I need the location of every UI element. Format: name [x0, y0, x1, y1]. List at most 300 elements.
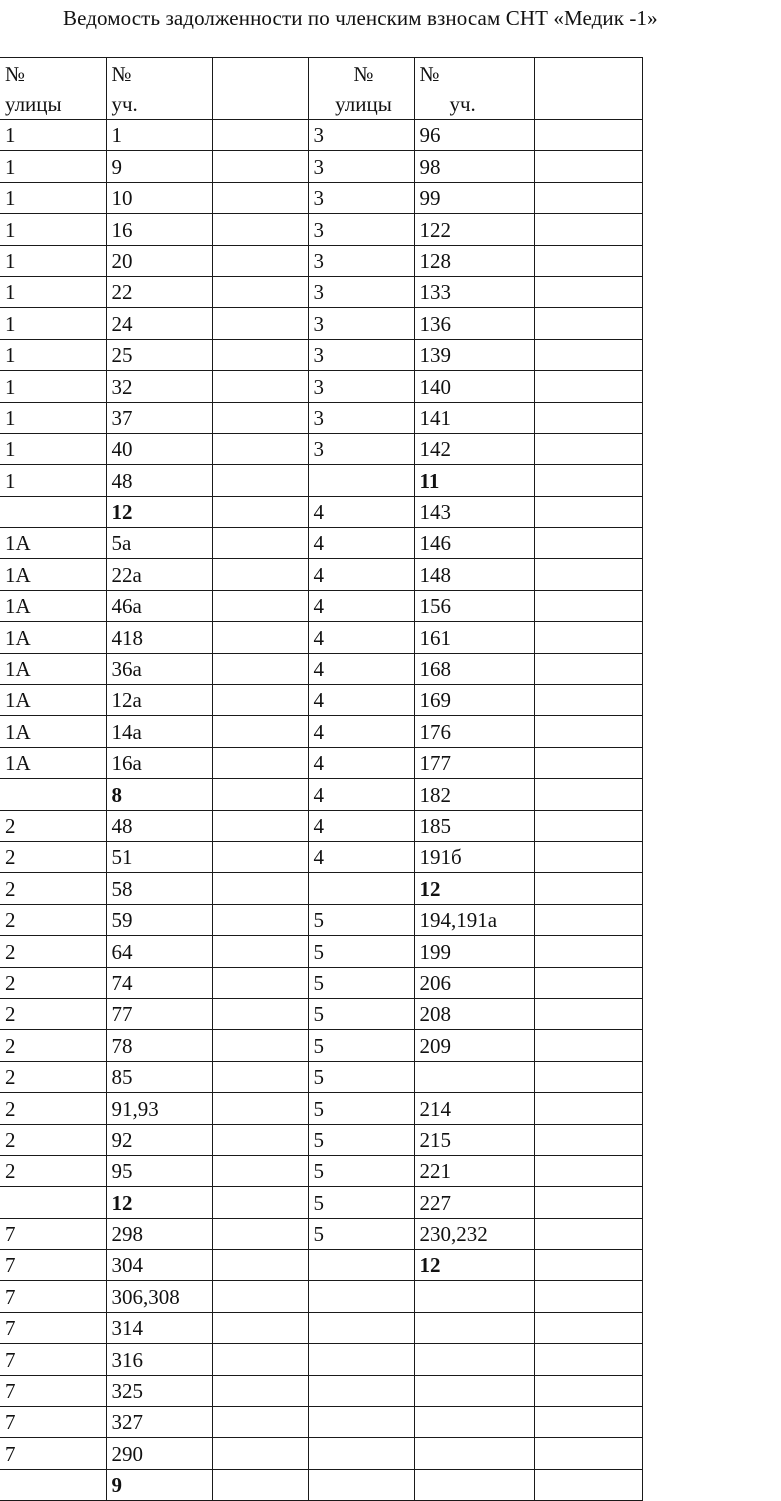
- street-cell: 1: [0, 433, 106, 464]
- empty-cell: [534, 496, 642, 527]
- plot-cell: 78: [106, 1030, 212, 1061]
- table-row: [0, 371, 642, 402]
- table-row: [0, 1281, 642, 1312]
- empty-cell: [212, 1407, 308, 1438]
- empty-cell: [534, 747, 642, 778]
- street-cell-right: 3: [308, 245, 414, 276]
- street-cell-right: 3: [308, 214, 414, 245]
- table-row: [0, 1375, 642, 1406]
- street-cell: 1: [0, 245, 106, 276]
- table-row: [0, 1407, 642, 1438]
- street-cell: 1: [0, 339, 106, 370]
- subtotal-cell: 12: [106, 496, 212, 527]
- subtotal-cell: 12: [414, 1250, 534, 1281]
- header-street-number-right: № улицы: [308, 58, 414, 120]
- empty-cell: [212, 276, 308, 307]
- street-cell-right: 3: [308, 182, 414, 213]
- empty-cell: [212, 528, 308, 559]
- plot-cell-right: 185: [414, 810, 534, 841]
- plot-cell: 46а: [106, 590, 212, 621]
- plot-cell: 77: [106, 998, 212, 1029]
- empty-cell: [212, 716, 308, 747]
- empty-cell: [212, 120, 308, 151]
- empty-cell: [212, 151, 308, 182]
- empty-cell: [534, 1061, 642, 1092]
- plot-cell: 306,308: [106, 1281, 212, 1312]
- empty-cell: [534, 276, 642, 307]
- empty-cell: [534, 1281, 642, 1312]
- empty-cell: [534, 151, 642, 182]
- street-cell-right: [308, 1407, 414, 1438]
- street-cell-right: 4: [308, 528, 414, 559]
- empty-cell: [212, 1375, 308, 1406]
- plot-cell-right: 194,191а: [414, 904, 534, 935]
- empty-cell: [534, 653, 642, 684]
- empty-cell: [534, 716, 642, 747]
- plot-cell: 5а: [106, 528, 212, 559]
- street-cell: 7: [0, 1312, 106, 1343]
- table-row: [0, 590, 642, 621]
- street-cell-right: 5: [308, 1061, 414, 1092]
- plot-cell-right: [414, 1375, 534, 1406]
- plot-cell-right: 176: [414, 716, 534, 747]
- empty-cell: [212, 1030, 308, 1061]
- plot-cell-right: [414, 1407, 534, 1438]
- street-cell: 2: [0, 1093, 106, 1124]
- empty-cell: [212, 1187, 308, 1218]
- empty-cell: [534, 1438, 642, 1469]
- header-street-number: № улицы: [0, 58, 106, 120]
- street-cell-right: 5: [308, 1030, 414, 1061]
- plot-cell: 58: [106, 873, 212, 904]
- plot-cell: 12а: [106, 685, 212, 716]
- street-cell: 1А: [0, 653, 106, 684]
- street-cell: 7: [0, 1218, 106, 1249]
- street-cell: 7: [0, 1407, 106, 1438]
- plot-cell: 16а: [106, 747, 212, 778]
- empty-cell: [534, 873, 642, 904]
- plot-cell-right: 214: [414, 1093, 534, 1124]
- table-row: [0, 1218, 642, 1249]
- plot-cell: 24: [106, 308, 212, 339]
- empty-cell: [534, 1218, 642, 1249]
- empty-cell: [534, 622, 642, 653]
- empty-cell: [534, 308, 642, 339]
- table-row: [0, 1469, 642, 1500]
- table-row: [0, 747, 642, 778]
- empty-cell: [212, 182, 308, 213]
- street-cell: 2: [0, 1124, 106, 1155]
- street-cell: 2: [0, 1155, 106, 1186]
- street-cell-right: 5: [308, 1093, 414, 1124]
- empty-cell: [212, 496, 308, 527]
- empty-cell: [534, 590, 642, 621]
- plot-cell: 22: [106, 276, 212, 307]
- header-plot-number-right: № уч.: [414, 58, 534, 120]
- subtotal-cell: 11: [414, 465, 534, 496]
- plot-cell-right: 99: [414, 182, 534, 213]
- plot-cell-right: 141: [414, 402, 534, 433]
- empty-cell: [534, 1469, 642, 1500]
- table-row: [0, 1030, 642, 1061]
- empty-cell: [212, 1281, 308, 1312]
- plot-cell: 32: [106, 371, 212, 402]
- empty-cell: [212, 402, 308, 433]
- street-cell: [0, 496, 106, 527]
- plot-cell: 1: [106, 120, 212, 151]
- empty-cell: [534, 936, 642, 967]
- plot-cell-right: 146: [414, 528, 534, 559]
- street-cell-right: 4: [308, 810, 414, 841]
- table-row: [0, 904, 642, 935]
- empty-cell: [212, 747, 308, 778]
- plot-cell-right: 209: [414, 1030, 534, 1061]
- plot-cell-right: 122: [414, 214, 534, 245]
- street-cell-right: 4: [308, 496, 414, 527]
- empty-cell: [212, 1312, 308, 1343]
- empty-cell: [212, 433, 308, 464]
- street-cell-right: 5: [308, 904, 414, 935]
- street-cell: 1: [0, 120, 106, 151]
- empty-cell: [212, 245, 308, 276]
- empty-cell: [534, 967, 642, 998]
- plot-cell: 304: [106, 1250, 212, 1281]
- empty-cell: [534, 433, 642, 464]
- plot-cell: 95: [106, 1155, 212, 1186]
- empty-cell: [534, 559, 642, 590]
- table-row: [0, 1250, 642, 1281]
- empty-cell: [212, 1093, 308, 1124]
- empty-cell: [534, 1124, 642, 1155]
- plot-cell-right: 191б: [414, 841, 534, 872]
- street-cell: 1А: [0, 685, 106, 716]
- street-cell: 7: [0, 1250, 106, 1281]
- empty-cell: [534, 904, 642, 935]
- plot-cell-right: [414, 1438, 534, 1469]
- street-cell-right: 4: [308, 622, 414, 653]
- street-cell: 1: [0, 182, 106, 213]
- table-row: [0, 465, 642, 496]
- plot-cell: 10: [106, 182, 212, 213]
- street-cell: 1: [0, 308, 106, 339]
- street-cell-right: [308, 1250, 414, 1281]
- empty-cell: [212, 371, 308, 402]
- street-cell-right: 5: [308, 1124, 414, 1155]
- empty-cell: [212, 685, 308, 716]
- plot-cell: 298: [106, 1218, 212, 1249]
- plot-cell-right: 98: [414, 151, 534, 182]
- street-cell: 7: [0, 1281, 106, 1312]
- street-cell-right: 4: [308, 559, 414, 590]
- street-cell: 7: [0, 1344, 106, 1375]
- empty-cell: [212, 1218, 308, 1249]
- plot-cell-right: [414, 1344, 534, 1375]
- street-cell-right: [308, 1312, 414, 1343]
- empty-cell: [534, 1030, 642, 1061]
- street-cell-right: 3: [308, 151, 414, 182]
- empty-cell: [534, 245, 642, 276]
- table-row: [0, 339, 642, 370]
- table-row: [0, 1155, 642, 1186]
- plot-cell-right: [414, 1312, 534, 1343]
- plot-cell-right: 208: [414, 998, 534, 1029]
- empty-cell: [534, 779, 642, 810]
- empty-cell: [534, 214, 642, 245]
- empty-cell: [534, 339, 642, 370]
- plot-cell-right: 139: [414, 339, 534, 370]
- plot-cell-right: [414, 1061, 534, 1092]
- street-cell: 1: [0, 465, 106, 496]
- empty-cell: [534, 1375, 642, 1406]
- street-cell-right: 5: [308, 998, 414, 1029]
- empty-cell: [212, 1124, 308, 1155]
- empty-cell: [534, 1344, 642, 1375]
- empty-cell: [534, 528, 642, 559]
- street-cell-right: 3: [308, 120, 414, 151]
- street-cell-right: [308, 1438, 414, 1469]
- plot-cell: 48: [106, 810, 212, 841]
- empty-cell: [534, 402, 642, 433]
- street-cell-right: 3: [308, 276, 414, 307]
- plot-cell: 91,93: [106, 1093, 212, 1124]
- debt-ledger-table: [0, 57, 643, 1501]
- table-row: [0, 402, 642, 433]
- table-row: [0, 1312, 642, 1343]
- subtotal-cell: 9: [106, 1469, 212, 1500]
- empty-cell: [212, 214, 308, 245]
- empty-cell: [534, 1187, 642, 1218]
- empty-cell: [534, 998, 642, 1029]
- plot-cell: 36а: [106, 653, 212, 684]
- street-cell-right: [308, 1375, 414, 1406]
- plot-cell: 325: [106, 1375, 212, 1406]
- empty-cell: [212, 904, 308, 935]
- table-row: [0, 276, 642, 307]
- street-cell: [0, 1469, 106, 1500]
- street-cell: 1А: [0, 716, 106, 747]
- table-row: [0, 873, 642, 904]
- plot-cell: 85: [106, 1061, 212, 1092]
- table-row: [0, 214, 642, 245]
- street-cell: 1А: [0, 622, 106, 653]
- plot-cell: 74: [106, 967, 212, 998]
- empty-cell: [534, 1407, 642, 1438]
- plot-cell-right: 161: [414, 622, 534, 653]
- table-row: [0, 653, 642, 684]
- empty-cell: [212, 967, 308, 998]
- empty-cell: [212, 936, 308, 967]
- plot-cell-right: 142: [414, 433, 534, 464]
- plot-cell: 9: [106, 151, 212, 182]
- street-cell: 1: [0, 151, 106, 182]
- street-cell: 2: [0, 904, 106, 935]
- empty-cell: [212, 810, 308, 841]
- street-cell: 2: [0, 873, 106, 904]
- street-cell: 2: [0, 810, 106, 841]
- plot-cell-right: 182: [414, 779, 534, 810]
- plot-cell-right: 96: [414, 120, 534, 151]
- street-cell-right: 4: [308, 841, 414, 872]
- ledger-body: [0, 58, 642, 1501]
- empty-cell: [212, 308, 308, 339]
- street-cell: 1: [0, 214, 106, 245]
- empty-cell: [534, 371, 642, 402]
- empty-cell: [534, 810, 642, 841]
- plot-cell: 51: [106, 841, 212, 872]
- street-cell: 1: [0, 371, 106, 402]
- table-row: [0, 528, 642, 559]
- empty-cell: [534, 1093, 642, 1124]
- street-cell: 1А: [0, 559, 106, 590]
- street-cell: 2: [0, 998, 106, 1029]
- plot-cell: 22а: [106, 559, 212, 590]
- header-plot-number: № уч.: [106, 58, 212, 120]
- plot-cell: 92: [106, 1124, 212, 1155]
- street-cell-right: 3: [308, 339, 414, 370]
- plot-cell-right: 156: [414, 590, 534, 621]
- empty-cell: [212, 873, 308, 904]
- plot-cell: 290: [106, 1438, 212, 1469]
- plot-cell: 314: [106, 1312, 212, 1343]
- table-row: [0, 967, 642, 998]
- plot-cell-right: 136: [414, 308, 534, 339]
- plot-cell: 20: [106, 245, 212, 276]
- empty-cell: [212, 779, 308, 810]
- document-title: Ведомость задолженности по членским взносам СНТ «Медик -1»: [63, 6, 658, 30]
- street-cell: 1А: [0, 590, 106, 621]
- street-cell: 2: [0, 1061, 106, 1092]
- street-cell: 2: [0, 841, 106, 872]
- table-row: [0, 1061, 642, 1092]
- empty-cell: [212, 339, 308, 370]
- street-cell-right: 4: [308, 716, 414, 747]
- street-cell: [0, 1187, 106, 1218]
- table-row: [0, 1187, 642, 1218]
- plot-cell-right: 133: [414, 276, 534, 307]
- table-row: [0, 685, 642, 716]
- plot-cell: 14а: [106, 716, 212, 747]
- plot-cell-right: [414, 1281, 534, 1312]
- empty-cell: [534, 465, 642, 496]
- street-cell-right: 3: [308, 371, 414, 402]
- street-cell: 2: [0, 936, 106, 967]
- street-cell: [0, 779, 106, 810]
- plot-cell: 316: [106, 1344, 212, 1375]
- empty-cell: [212, 465, 308, 496]
- table-row: [0, 779, 642, 810]
- plot-cell-right: 168: [414, 653, 534, 684]
- plot-cell-right: 140: [414, 371, 534, 402]
- table-row: [0, 1438, 642, 1469]
- street-cell-right: [308, 465, 414, 496]
- plot-cell: 37: [106, 402, 212, 433]
- street-cell-right: 3: [308, 308, 414, 339]
- plot-cell-right: 221: [414, 1155, 534, 1186]
- table-row: [0, 1124, 642, 1155]
- table-row: [0, 559, 642, 590]
- plot-cell: 59: [106, 904, 212, 935]
- plot-cell-right: 227: [414, 1187, 534, 1218]
- street-cell-right: [308, 1281, 414, 1312]
- street-cell-right: 5: [308, 936, 414, 967]
- empty-cell: [212, 1438, 308, 1469]
- table-row: [0, 716, 642, 747]
- street-cell-right: 3: [308, 402, 414, 433]
- empty-cell: [212, 1061, 308, 1092]
- empty-cell: [212, 559, 308, 590]
- empty-cell: [212, 841, 308, 872]
- subtotal-cell: 12: [106, 1187, 212, 1218]
- empty-cell: [534, 685, 642, 716]
- table-row: [0, 936, 642, 967]
- street-cell: 1А: [0, 528, 106, 559]
- street-cell-right: 5: [308, 1155, 414, 1186]
- table-row: [0, 622, 642, 653]
- empty-cell: [212, 590, 308, 621]
- table-row: [0, 151, 642, 182]
- table-row: [0, 245, 642, 276]
- street-cell-right: 4: [308, 779, 414, 810]
- table-row: [0, 433, 642, 464]
- plot-cell: 40: [106, 433, 212, 464]
- plot-cell-right: 177: [414, 747, 534, 778]
- plot-cell-right: 206: [414, 967, 534, 998]
- table-row: [0, 308, 642, 339]
- empty-cell: [212, 1469, 308, 1500]
- street-cell-right: 3: [308, 433, 414, 464]
- street-cell-right: [308, 1469, 414, 1500]
- empty-cell: [212, 1344, 308, 1375]
- street-cell-right: 4: [308, 685, 414, 716]
- header-empty-cell: [212, 58, 308, 120]
- table-row: [0, 182, 642, 213]
- empty-cell: [534, 182, 642, 213]
- street-cell: 1А: [0, 747, 106, 778]
- table-row: [0, 1344, 642, 1375]
- street-cell: 7: [0, 1438, 106, 1469]
- street-cell-right: 5: [308, 1187, 414, 1218]
- street-cell-right: 4: [308, 653, 414, 684]
- plot-cell-right: [414, 1469, 534, 1500]
- empty-cell: [534, 1155, 642, 1186]
- plot-cell-right: 143: [414, 496, 534, 527]
- street-cell-right: 4: [308, 590, 414, 621]
- subtotal-cell: 12: [414, 873, 534, 904]
- table-row: [0, 841, 642, 872]
- empty-cell: [534, 841, 642, 872]
- street-cell-right: 5: [308, 967, 414, 998]
- empty-cell: [534, 1250, 642, 1281]
- header-empty-cell: [534, 58, 642, 120]
- plot-cell: 327: [106, 1407, 212, 1438]
- table-row: [0, 496, 642, 527]
- street-cell-right: 4: [308, 747, 414, 778]
- street-cell: 2: [0, 967, 106, 998]
- street-cell-right: [308, 1344, 414, 1375]
- street-cell: 1: [0, 276, 106, 307]
- street-cell-right: 5: [308, 1218, 414, 1249]
- street-cell: 1: [0, 402, 106, 433]
- street-cell: 2: [0, 1030, 106, 1061]
- table-row: [0, 120, 642, 151]
- empty-cell: [212, 622, 308, 653]
- table-header-row: [0, 58, 642, 120]
- empty-cell: [212, 1155, 308, 1186]
- street-cell-right: [308, 873, 414, 904]
- plot-cell: 48: [106, 465, 212, 496]
- plot-cell-right: 148: [414, 559, 534, 590]
- plot-cell: 418: [106, 622, 212, 653]
